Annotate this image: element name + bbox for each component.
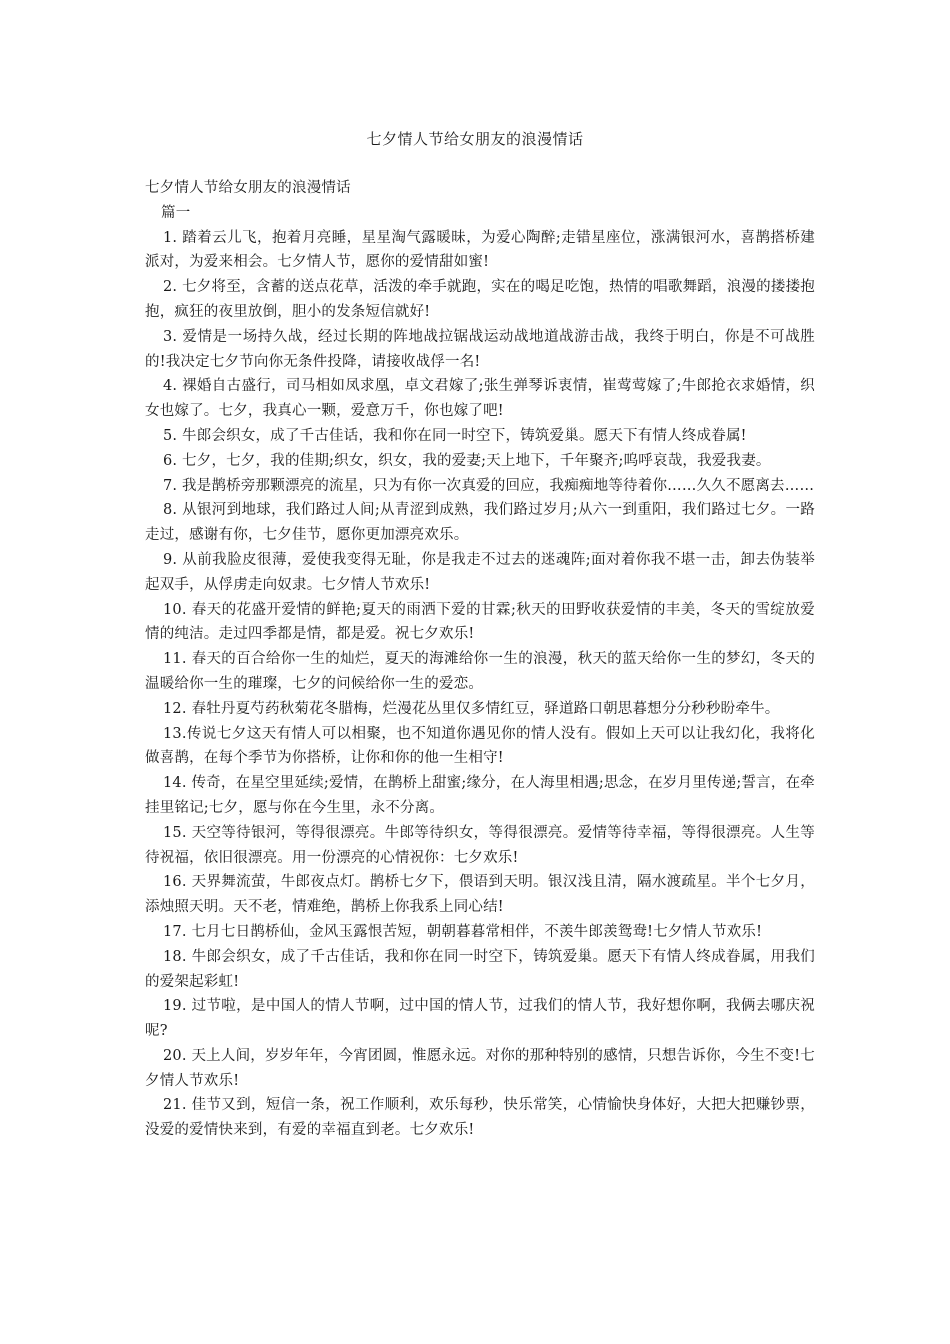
list-item: 7. 我是鹊桥旁那颗漂亮的流星，只为有你一次真爱的回应，我痴痴地等待着你……久久不愿离去…… xyxy=(163,477,815,494)
list-item: 4. 裸婚自古盛行，司马相如凤求凰，卓文君嫁了;张生弹琴诉衷情，崔莺莺嫁了;牛郎抢衣求婚情，织女也嫁了。七夕，我真心一颗，爱意万千，你也嫁了吧! xyxy=(145,378,815,420)
list-item: 11. 春天的百合给你一生的灿烂，夏天的海滩给你一生的浪漫，秋天的蓝天给你一生的梦幻，冬天的温暖给你一生的璀璨，七夕的问候给你一生的爱恋。 xyxy=(145,651,815,692)
list-item: 15. 天空等待银河，等得很漂亮。牛郎等待织女，等得很漂亮。爱情等待幸福，等得很漂亮。人生等待祝福，依旧很漂亮。用一份漂亮的心情祝你：七夕欢乐! xyxy=(145,824,815,866)
list-item: 9. 从前我脸皮很薄，爱使我变得无耻，你是我走不过去的迷魂阵;面对着你我不堪一击，卸去伪装举起双手，从俘虏走向奴隶。七夕情人节欢乐! xyxy=(145,551,815,593)
document-body xyxy=(145,176,815,1143)
document-title: 七夕情人节给女朋友的浪漫情话 xyxy=(366,130,584,148)
list-item: 19. 过节啦，是中国人的情人节啊，过中国的情人节，过我们的情人节，我好想你啊，我俩去哪庆祝呢? xyxy=(145,998,815,1040)
list-item: 13.传说七夕这天有情人可以相聚，也不知道你遇见你的情人没有。假如上天可以让我幻化，我将化做喜鹊，在每个季节为你搭桥，让你和你的他一生相守! xyxy=(145,725,815,767)
list-item: 5. 牛郎会织女，成了千古佳话，我和你在同一时空下，铸筑爱巢。愿天下有情人终成眷属! xyxy=(163,427,747,444)
section-heading: 篇一 xyxy=(161,204,191,221)
list-item: 3. 爱情是一场持久战，经过长期的阵地战拉锯战运动战地道战游击战，我终于明白，你是不可战胜的!我决定七夕节向你无条件投降，请接收战俘一名! xyxy=(145,328,815,370)
list-item: 17. 七月七日鹊桥仙，金风玉露恨苦短，朝朝暮暮常相伴，不羡牛郎羡鸳鸯!七夕情人节欢乐! xyxy=(163,923,763,940)
list-item: 2. 七夕将至，含蓄的送点花草，活泼的牵手就跑，实在的喝足吃饱，热情的唱歌舞蹈，浪漫的搂搂抱抱，疯狂的夜里放倒，胆小的发条短信就好! xyxy=(145,279,815,320)
list-item: 18. 牛郎会织女，成了千古佳话，我和你在同一时空下，铸筑爱巢。愿天下有情人终成眷属，用我们的爱架起彩虹! xyxy=(145,948,815,990)
list-item: 8. 从银河到地球，我们路过人间;从青涩到成熟，我们路过岁月;从六一到重阳，我们路过七夕。一路走过，感谢有你，七夕佳节，愿你更加漂亮欢乐。 xyxy=(145,502,815,544)
list-item: 14. 传奇，在星空里延续;爱情，在鹊桥上甜蜜;缘分，在人海里相遇;思念，在岁月里传递;誓言，在牵挂里铭记;七夕，愿与你在今生里，永不分离。 xyxy=(145,775,815,816)
list-item: 10. 春天的花盛开爱情的鲜艳;夏天的雨洒下爱的甘霖;秋天的田野收获爱情的丰美，冬天的雪绽放爱情的纯洁。走过四季都是情，都是爱。祝七夕欢乐! xyxy=(145,601,815,643)
list-item: 1. 踏着云儿飞，抱着月亮睡，星星淘气露暖昧，为爱心陶醉;走错星座位，涨满银河水，喜鹊搭桥建派对，为爱来相会。七夕情人节，愿你的爱情甜如蜜! xyxy=(145,229,815,271)
list-item: 16. 天界舞流萤，牛郎夜点灯。鹊桥七夕下，偎语到天明。银汉浅且清，隔水渡疏星。半个七夕月，添烛照天明。天不老，情难绝，鹊桥上你我系上同心结! xyxy=(145,874,815,916)
list-item: 12. 春牡丹夏芍药秋菊花冬腊梅，烂漫花丛里仅多情红豆，驿道路口朝思暮想分分秒秒盼牵牛。 xyxy=(163,700,780,717)
document-subtitle: 七夕情人节给女朋友的浪漫情话 xyxy=(145,180,351,196)
list-item: 21. 佳节又到，短信一条，祝工作顺利，欢乐每秒，快乐常笑，心情愉快身体好，大把大把赚钞票，没爱的爱情快来到，有爱的幸福直到老。七夕欢乐! xyxy=(145,1097,815,1139)
list-item: 6. 七夕，七夕，我的佳期;织女，织女，我的爱妻;天上地下，千年聚齐;呜呼哀哉，我爱我妻。 xyxy=(163,452,771,469)
list-item: 20. 天上人间，岁岁年年，今宵团圆，惟愿永远。对你的那种特别的感情，只想告诉你，今生不变!七夕情人节欢乐! xyxy=(145,1047,815,1089)
